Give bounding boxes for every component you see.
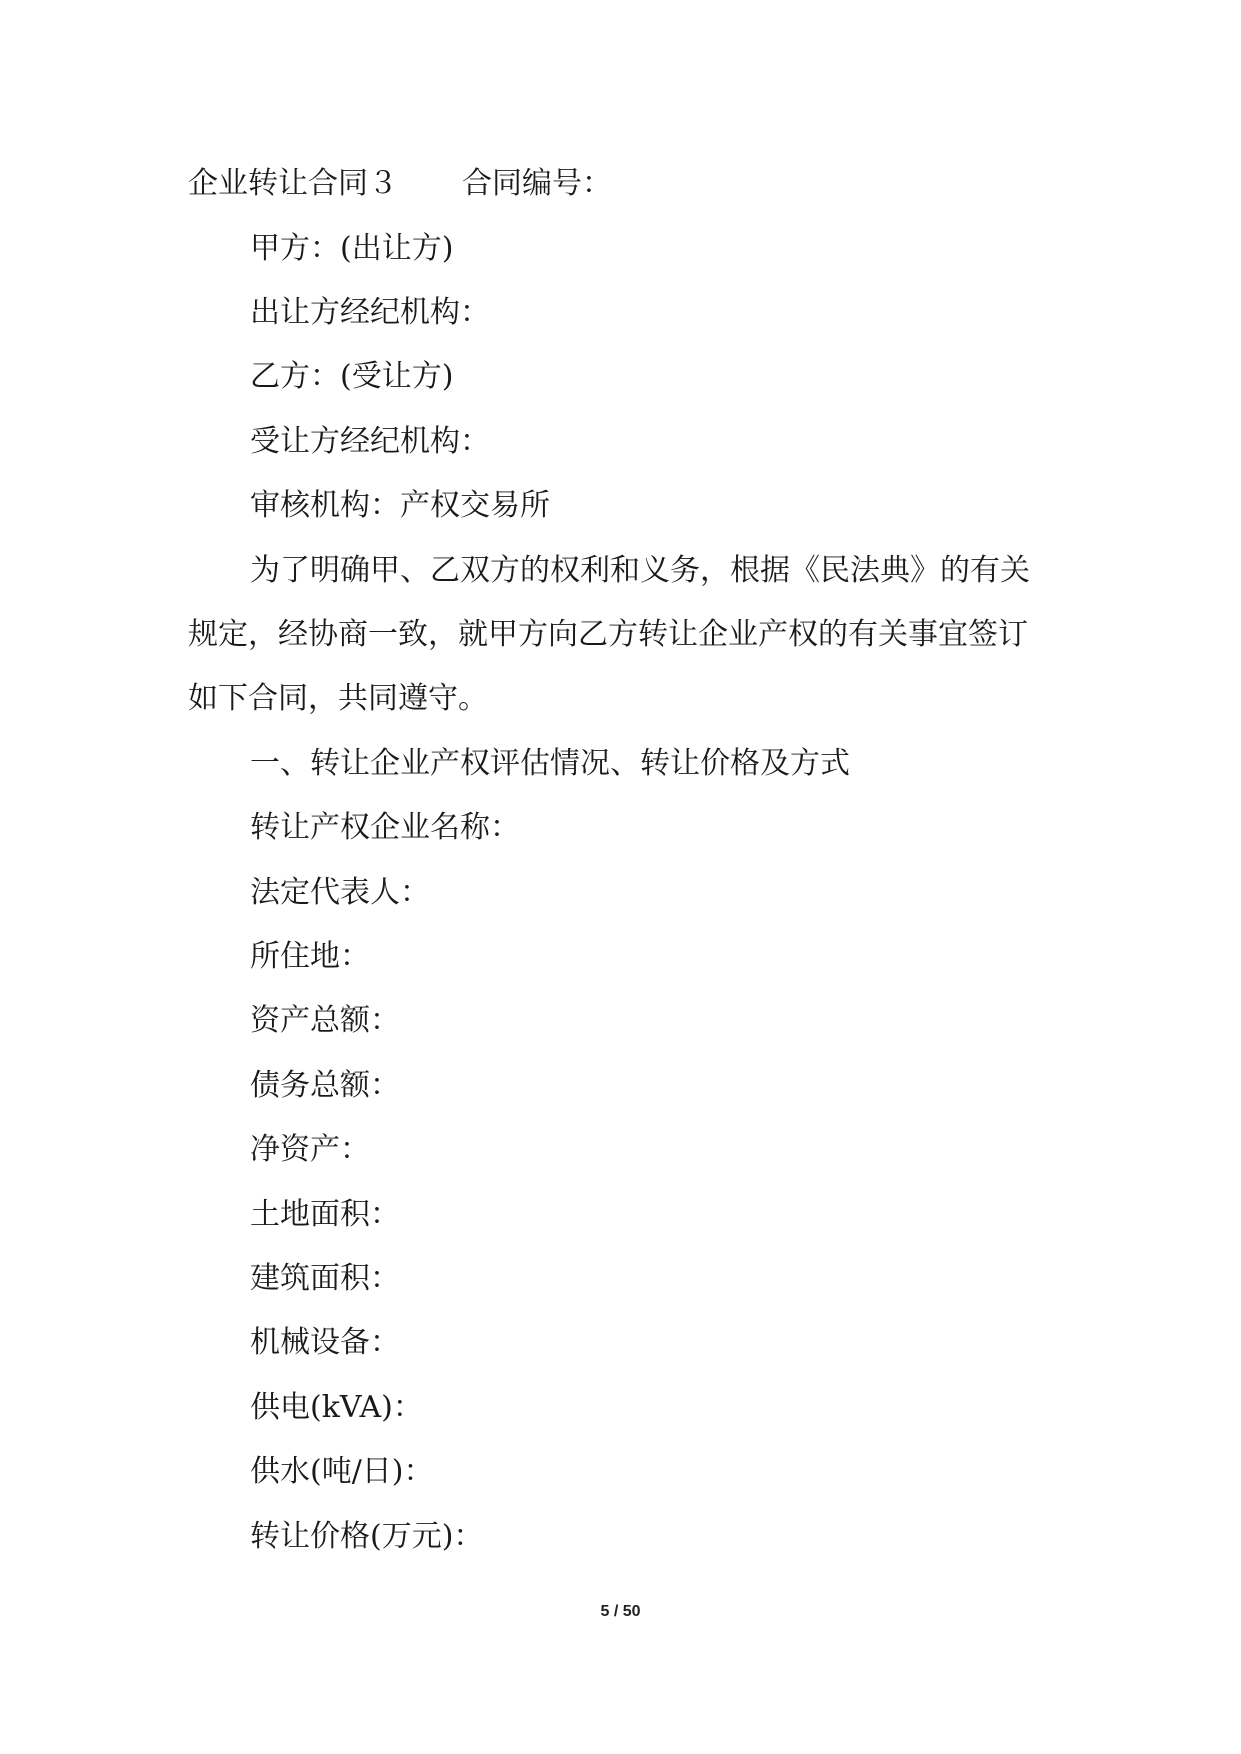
field-power-supply: 供电(kVA)：	[250, 1390, 423, 1425]
field-total-debts: 债务总额：	[250, 1068, 400, 1103]
transferor-agency-line: 出让方经纪机构：	[250, 295, 490, 330]
paragraph-line: 规定，经协商一致，就甲方向乙方转让企业产权的有关事宜签订	[188, 617, 1028, 652]
field-building-area: 建筑面积：	[250, 1261, 400, 1296]
field-machinery: 机械设备：	[250, 1325, 400, 1360]
field-net-assets: 净资产：	[250, 1132, 370, 1167]
party-b-line: 乙方：(受让方)	[250, 359, 454, 394]
document-title: 企业转让合同３	[188, 166, 398, 201]
audit-agency-line: 审核机构：产权交易所	[250, 488, 550, 523]
party-a-line: 甲方：(出让方)	[250, 231, 454, 266]
page-number: 5 / 50	[600, 1603, 641, 1620]
field-total-assets: 资产总额：	[250, 1003, 400, 1038]
field-legal-representative: 法定代表人：	[250, 875, 430, 910]
field-land-area: 土地面积：	[250, 1197, 400, 1232]
paragraph-line: 为了明确甲、乙双方的权利和义务，根据《民法典》的有关	[250, 553, 1030, 588]
section-heading: 一、转让企业产权评估情况、转让价格及方式	[250, 746, 850, 781]
transferee-agency-line: 受让方经纪机构：	[250, 424, 490, 459]
field-address: 所住地：	[250, 939, 370, 974]
paragraph-line: 如下合同，共同遵守。	[188, 681, 488, 716]
field-enterprise-name: 转让产权企业名称：	[250, 810, 520, 845]
contract-number-label: 合同编号：	[462, 166, 612, 201]
field-water-supply: 供水(吨/日)：	[250, 1454, 434, 1489]
field-transfer-price: 转让价格(万元)：	[250, 1519, 484, 1554]
title-line	[188, 164, 612, 204]
